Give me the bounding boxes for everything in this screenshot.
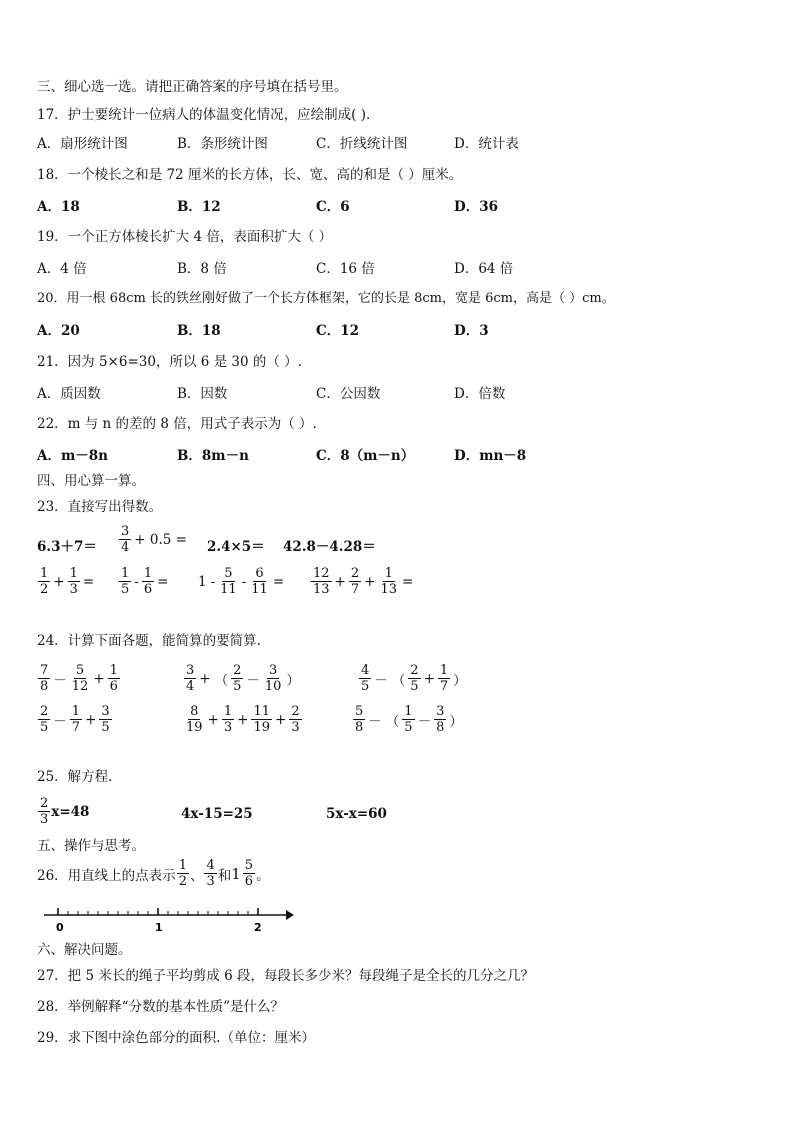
q25-equation-2: 4x-15=25 [181, 806, 253, 822]
q24-expr-3: $\frac{4}{5}$ － （ $\frac{2}{5}$ + $\frac{1}{7}$ ） [361, 663, 467, 694]
q25-equation-1: $\frac{2}{3}$ x=48 [40, 796, 90, 827]
q18-option-b: B．12 [177, 199, 221, 215]
question-23: 23．直接写出得数。 [37, 499, 163, 515]
q20-option-c: C．12 [316, 323, 360, 339]
q17-option-c: C．折线统计图 [316, 136, 408, 152]
q20-option-d: D．3 [454, 323, 489, 339]
q24-expr-4: $\frac{2}{5}$ － $\frac{1}{7}$ + $\frac{3}{5}$ [40, 704, 110, 735]
question-26: 26．用直线上的点表示 $\frac{1}{2}$ 、 $\frac{4}{3}$ 和 1 $\frac{5}{6}$ 。 [37, 858, 270, 889]
q19-option-c: C．16 倍 [316, 261, 375, 277]
q18-option-d: D．36 [454, 199, 498, 215]
tick-label-1: 1 [155, 921, 163, 934]
section-4-heading: 四、用心算一算。 [37, 473, 145, 489]
q17-option-d: D．统计表 [454, 136, 519, 152]
q18-option-c: C．6 [316, 199, 350, 215]
section-3-heading: 三、细心选一选。请把正确答案的序号填在括号里。 [37, 79, 348, 95]
q17-option-a: A．扇形统计图 [37, 136, 128, 152]
fraction: $\frac{3}{4}$ [121, 524, 130, 555]
q21-option-b: B．因数 [177, 386, 228, 402]
q22-option-a: A．m－8n [37, 448, 108, 464]
question-21: 21．因为 5×6=30，所以 6 是 30 的（ ）. [37, 354, 302, 370]
q20-option-a: A．20 [37, 323, 80, 339]
question-29: 29．求下图中涂色部分的面积.（单位：厘米） [37, 1030, 315, 1046]
number-line [38, 904, 298, 934]
q24-expr-2: $\frac{3}{4}$ + （ $\frac{2}{5}$ － $\frac{3}{10}$ ） [186, 663, 300, 694]
number-line-ticks [58, 908, 258, 915]
q23-expr-6: $\frac{1}{5}$ - $\frac{1}{6}$ = [121, 566, 169, 597]
q23-expr-3: 2.4×5＝ [207, 539, 265, 555]
question-24: 24．计算下面各题，能简算的要简算. [37, 633, 261, 649]
q25-equation-3: 5x-x=60 [326, 806, 387, 822]
q24-expr-1: $\frac{7}{8}$ － $\frac{5}{12}$ + $\frac{1}{6}$ [40, 663, 118, 694]
q21-option-c: C．公因数 [316, 386, 381, 402]
question-28: 28．举例解释“分数的基本性质”是什么？ [37, 999, 284, 1015]
q23-expr-2: $\frac{3}{4}$ + 0.5 = [121, 524, 187, 555]
q23-expr-8: $\frac{12}{13}$ + $\frac{2}{7}$ + $\frac{1}{13}$ = [313, 566, 414, 597]
question-20: 20．用一根 68cm 长的铁丝刚好做了一个长方体框架，它的长是 8cm，宽是 6cm，高是（ ）cm。 [37, 291, 615, 306]
q22-option-b: B．8m－n [177, 448, 249, 464]
question-22: 22．m 与 n 的差的 8 倍，用式子表示为（ ）. [37, 416, 317, 432]
q23-expr-5: $\frac{1}{2}$ + $\frac{1}{3}$ = [40, 566, 95, 597]
section-5-heading: 五、操作与思考。 [37, 838, 145, 854]
q19-option-a: A．4 倍 [37, 261, 87, 277]
question-27: 27．把 5 米长的绳子平均剪成 6 段，每段长多少米？每段绳子是全长的几分之几？ [37, 968, 535, 984]
q23-expr-7: 1 - $\frac{5}{11}$ - $\frac{6}{11}$ = [198, 566, 285, 597]
q20-option-b: B．18 [177, 323, 221, 339]
question-19: 19．一个正方体棱长扩大 4 倍，表面积扩大（ ） [37, 229, 333, 245]
question-17: 17．护士要统计一位病人的体温变化情况，应绘制成( ). [37, 107, 371, 123]
q21-option-d: D．倍数 [454, 386, 506, 402]
q24-expr-5: $\frac{8}{19}$ + $\frac{1}{3}$ + $\frac{11}{19}$ + $\frac{2}{3}$ [186, 704, 300, 735]
question-25: 25．解方程. [37, 769, 113, 785]
section-6-heading: 六、解决问题。 [37, 942, 132, 958]
q19-option-d: D．64 倍 [454, 261, 514, 277]
q23-expr-1: 6.3＋7＝ [37, 539, 97, 555]
number-line-arrow [286, 910, 294, 920]
q23-expr-4: 42.8－4.28＝ [283, 539, 376, 555]
q22-option-d: D．mn－8 [454, 448, 527, 464]
tick-label-0: 0 [56, 921, 64, 934]
q18-option-a: A．18 [37, 199, 80, 215]
q21-option-a: A．质因数 [37, 386, 101, 402]
q22-option-c: C．8（m－n） [316, 448, 415, 464]
q17-option-b: B．条形统计图 [177, 136, 268, 152]
q24-expr-6: $\frac{5}{8}$ － （ $\frac{1}{5}$ － $\frac{3}{8}$ ） [355, 704, 463, 735]
q19-option-b: B．8 倍 [177, 261, 227, 277]
question-18: 18．一个棱长之和是 72 厘米的长方体，长、宽、高的和是（ ）厘米。 [37, 167, 463, 183]
tick-label-2: 2 [254, 921, 262, 934]
